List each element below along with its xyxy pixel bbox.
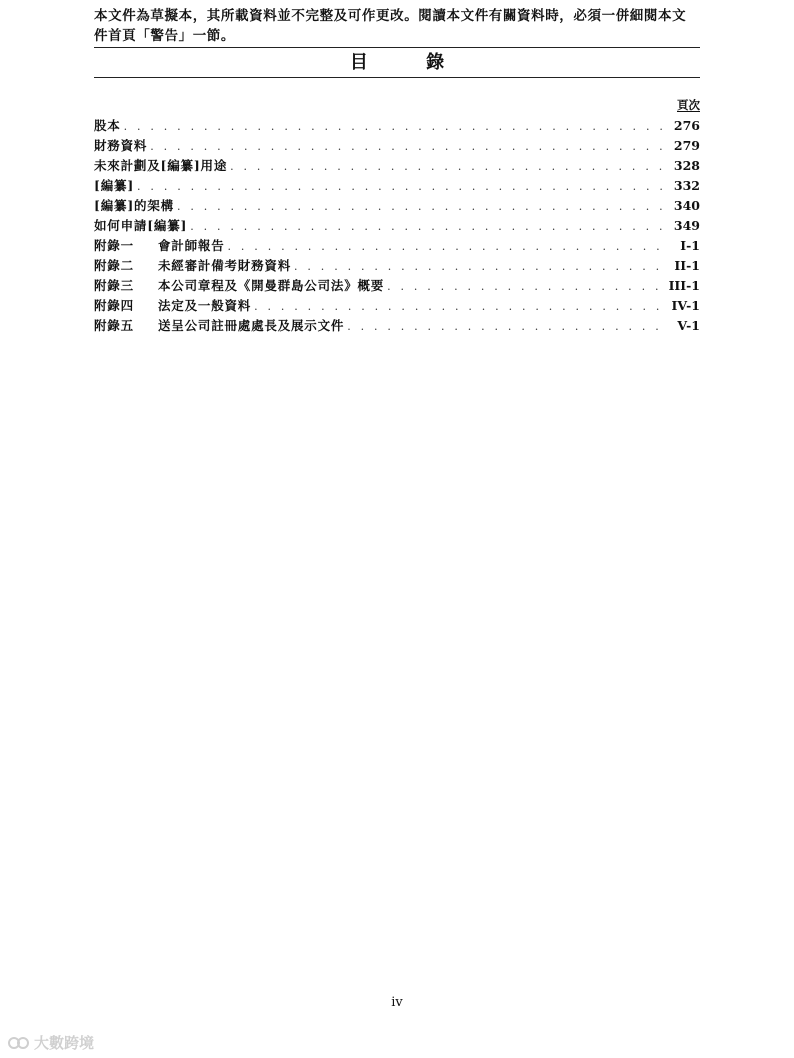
title-top-rule bbox=[94, 47, 700, 48]
toc-entry-page: 276 bbox=[673, 118, 700, 133]
toc-dot-leader bbox=[124, 120, 664, 133]
toc-appendix-number: 附錄三 bbox=[94, 278, 134, 293]
toc-entry-title: 如何申請[編纂] bbox=[94, 218, 188, 233]
toc-appendix-number: 附錄五 bbox=[94, 318, 134, 333]
toc-dot-leader bbox=[150, 140, 664, 153]
toc-entry-label bbox=[94, 256, 291, 274]
watermark-text: 大數跨境 bbox=[34, 1034, 95, 1052]
toc-entry[interactable] bbox=[94, 316, 700, 336]
toc-entry-page: 328 bbox=[673, 158, 700, 173]
toc-entry-title: 法定及一般資料 bbox=[158, 298, 252, 313]
brand-logo-icon bbox=[8, 1035, 30, 1051]
toc-entry-label bbox=[94, 176, 134, 194]
toc-entry[interactable] bbox=[94, 136, 700, 156]
toc-entry-page: 279 bbox=[673, 138, 700, 153]
toc-entry-page: 349 bbox=[673, 218, 700, 233]
toc-dot-leader bbox=[387, 280, 662, 293]
toc-entry-title: [編纂] bbox=[94, 178, 135, 193]
toc-entry[interactable] bbox=[94, 116, 700, 136]
toc-entry-page: I-1 bbox=[680, 238, 700, 253]
toc-entry-title: [編纂]的架構 bbox=[94, 198, 174, 213]
page-number: iv bbox=[391, 995, 403, 1010]
toc-dot-leader bbox=[347, 320, 664, 333]
toc-dot-leader bbox=[190, 220, 664, 233]
toc-entry-page: II-1 bbox=[674, 258, 700, 273]
toc-entry-label bbox=[94, 276, 384, 294]
toc-entry-label bbox=[94, 316, 344, 334]
toc-dot-leader bbox=[228, 240, 664, 253]
watermark bbox=[8, 1032, 94, 1053]
toc-entry-title: 送呈公司註冊處處長及展示文件 bbox=[158, 318, 345, 333]
toc-entry-label bbox=[94, 216, 187, 234]
toc-entry-title: 會計師報告 bbox=[158, 238, 225, 253]
toc-entry[interactable] bbox=[94, 236, 700, 256]
toc-entry[interactable] bbox=[94, 296, 700, 316]
toc-appendix-number: 附錄四 bbox=[94, 298, 134, 313]
toc-entry-page: III-1 bbox=[668, 278, 700, 293]
toc-entry[interactable] bbox=[94, 256, 700, 276]
toc-entry-label bbox=[94, 236, 225, 254]
toc-entry-page: 332 bbox=[673, 178, 700, 193]
draft-disclaimer: 本文件為草擬本，其所載資料並不完整及可作更改。閱讀本文件有關資料時，必須一併細閱本文件首頁「警告」一節。 bbox=[94, 8, 687, 44]
toc-entry[interactable] bbox=[94, 216, 700, 236]
toc-list bbox=[94, 116, 700, 336]
toc-entry-page: V-1 bbox=[677, 318, 700, 333]
toc-dot-leader bbox=[230, 160, 664, 173]
toc-dot-leader bbox=[137, 180, 664, 193]
toc-entry-label bbox=[94, 136, 147, 154]
toc-entry[interactable] bbox=[94, 156, 700, 176]
toc-entry-title: 本公司章程及《開曼群島公司法》概要 bbox=[158, 278, 385, 293]
toc-entry-title: 未經審計備考財務資料 bbox=[158, 258, 292, 273]
toc-entry-title: 股本 bbox=[94, 118, 121, 133]
toc-entry[interactable] bbox=[94, 176, 700, 196]
toc-appendix-number: 附錄二 bbox=[94, 258, 134, 273]
toc-dot-leader bbox=[177, 200, 664, 213]
toc-appendix-number: 附錄一 bbox=[94, 238, 134, 253]
toc-entry-label bbox=[94, 116, 121, 134]
toc-entry-page: IV-1 bbox=[671, 298, 700, 313]
title-bottom-rule bbox=[94, 77, 700, 78]
toc-entry[interactable] bbox=[94, 276, 700, 296]
toc-entry-title: 未來計劃及[編纂]用途 bbox=[94, 158, 228, 173]
toc-entry-title: 財務資料 bbox=[94, 138, 148, 153]
toc-entry-page: 340 bbox=[673, 198, 700, 213]
toc-dot-leader bbox=[254, 300, 664, 313]
toc-entry-label bbox=[94, 296, 251, 314]
toc-entry-label bbox=[94, 196, 174, 214]
page-column-header: 頁次 bbox=[677, 98, 700, 112]
toc-dot-leader bbox=[294, 260, 664, 273]
toc-title: 目 錄 bbox=[349, 52, 471, 73]
toc-entry-label bbox=[94, 156, 227, 174]
toc-entry[interactable] bbox=[94, 196, 700, 216]
